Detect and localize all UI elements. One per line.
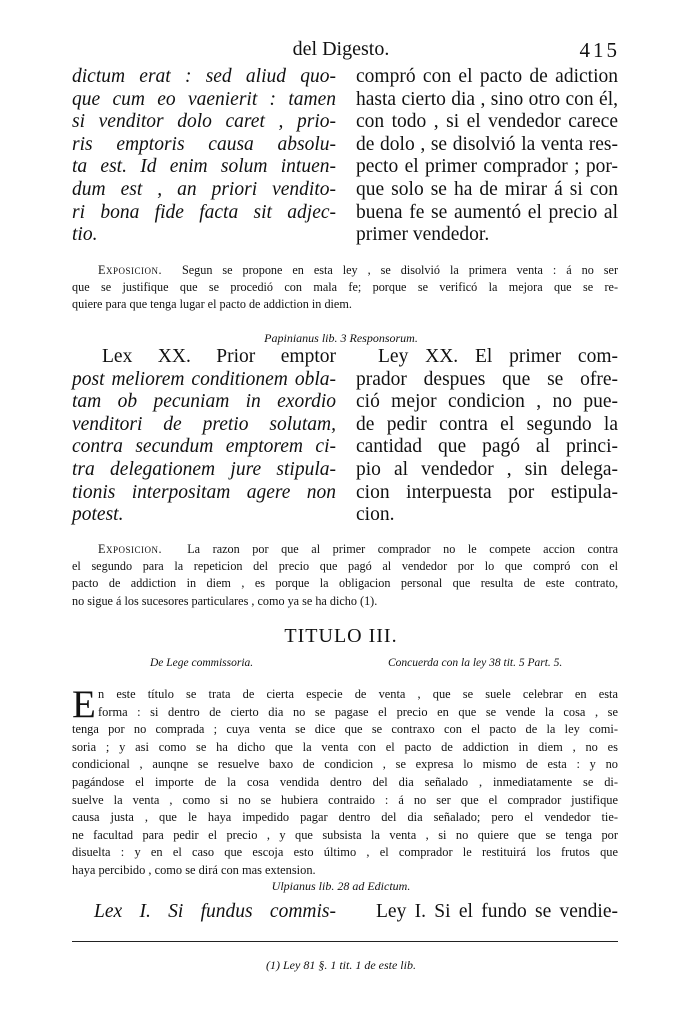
source-citation-2: Ulpianus lib. 28 ad Edictum. xyxy=(271,879,411,893)
latin-line: contra secundum emptorem ci- xyxy=(72,436,336,458)
spanish-line: ció mejor condicion , no pue- xyxy=(356,391,618,413)
latin-line: si venditor dolo caret , prio- xyxy=(72,111,336,133)
spanish-line: que solo se ha de mirar á si con xyxy=(356,178,618,200)
latin-line: ris emptoris causa absolu- xyxy=(72,133,336,155)
spanish-column-1 xyxy=(356,66,618,247)
latin-line: dum est , an priori vendito- xyxy=(72,178,336,200)
spanish-column-2 xyxy=(356,346,618,527)
spanish-line: cion. xyxy=(356,504,395,526)
spanish-line: primer vendedor. xyxy=(356,224,490,246)
page-number: 415 xyxy=(579,38,620,62)
body-line: suelve la venta , como si no se hubiera contraido : á no ser que el comprador justifique xyxy=(72,792,618,807)
latin-line: post meliorem conditionem obla- xyxy=(72,368,336,390)
drop-cap: E xyxy=(72,683,96,726)
latin-line: ta est. Id enim solum intuen- xyxy=(72,156,336,178)
spanish-line: compró con el pacto de adiction xyxy=(356,66,618,87)
exposicion-text: La razon por que al primer comprador no le compete accion contra xyxy=(187,542,619,556)
spanish-line: Ley XX. El primer com- xyxy=(378,346,618,367)
body-line: tenga por no comprada ; cuya venta se dice que se contraxo con el pacto de la ley comi- xyxy=(72,722,618,737)
concordance-note: Concuerda con la ley 38 tit. 5 Part. 5. xyxy=(388,657,563,669)
spanish-line: Ley I. Si el fundo se vendie- xyxy=(376,901,618,922)
exposicion-text: Segun se propone en esta ley , se disolvió la primera venta : á no ser xyxy=(181,263,619,277)
exposicion-text: pacto de addiction in diem , es porque la obligacion personal que resulta de este contrato, xyxy=(72,576,618,591)
body-line: ne facultad para pedir el precio , y que subsista la venta , si no quiere que se tenga por xyxy=(72,827,618,842)
spanish-line: buena fe se aumentó el precio al xyxy=(356,201,618,223)
latin-line: tionis interpositam agere non xyxy=(72,481,336,503)
latin-line: ri bona fide facta sit adjec- xyxy=(72,201,336,223)
spanish-column-3 xyxy=(376,901,618,924)
latin-line: tam ob pecuniam in exordio xyxy=(72,391,336,413)
latin-line: potest. xyxy=(72,504,124,526)
section-title: TITULO III. xyxy=(284,625,398,647)
latin-line: Lex I. Si fundus commis- xyxy=(94,901,336,922)
latin-column-2 xyxy=(72,346,336,527)
exposicion-text: el segundo para la repeticion del precio que pagó al vendedor por lo que compró con el xyxy=(72,559,618,574)
exposicion-text: que se justifique que se procedió con mala fe; porque se verificó la mejora que se re- xyxy=(72,280,618,295)
spanish-line: cion interpuesta por estipula- xyxy=(356,481,618,503)
latin-line: que cum eo vaenierit : tamen xyxy=(72,88,336,110)
latin-column-1 xyxy=(72,66,336,247)
body-line: condicional , aunqne se resuelve baxo de condicion , se expresa lo mismo de esta : y no xyxy=(72,757,618,772)
exposicion-1 xyxy=(72,262,618,314)
body-line: n este título se trata de cierta especie de venta , que se suele celebrar en esta xyxy=(98,687,618,701)
body-line: soria ; y asi como se ha dicho que la venta con el pacto de addiction in diem , no es xyxy=(72,739,618,754)
body-line: pagándose el importe de la cosa vendida dentro del dia señalado , inmediatamente se di- xyxy=(72,774,618,789)
spanish-line: prador despues que se ofre- xyxy=(356,368,618,390)
body-line: disuelta : y en el caso que escoja esto último , el comprador le restituirá los frutos que xyxy=(72,845,618,860)
exposicion-text: quiere para que tenga lugar el pacto de addiction in diem. xyxy=(72,297,352,312)
latin-line: dictum erat : sed aliud quo- xyxy=(72,66,336,87)
body-line: haya percibido , como se dirá con mas extension. xyxy=(72,862,316,877)
section-subtitle: De Lege commissoria. xyxy=(150,657,254,669)
body-line: forma : si dentro de cierto dia no se pagase el precio en que se vende la cosa , se xyxy=(98,704,618,719)
exposicion-label: Exposicion. xyxy=(98,263,162,277)
latin-line: tio. xyxy=(72,224,98,246)
latin-line: Lex XX. Prior emptor xyxy=(102,346,336,367)
footnote: (1) Ley 81 §. 1 tit. 1 de este lib. xyxy=(266,958,416,972)
latin-column-3 xyxy=(94,901,336,924)
spanish-line: cantidad que pagó al princi- xyxy=(356,436,618,458)
exposicion-label: Exposicion. xyxy=(98,542,162,556)
spanish-line: de dolo , se disolvió la venta res- xyxy=(356,133,618,155)
latin-line: venditori de pretio solutam, xyxy=(72,413,336,435)
intro-paragraph xyxy=(72,683,618,880)
latin-line: tra delegationem jure stipula- xyxy=(72,458,336,480)
body-line: causa justa , que le haya impedido pagar dentro del dia señalado; pero el vendedor tie- xyxy=(72,810,618,825)
spanish-line: pecto el primer comprador ; por- xyxy=(356,156,618,178)
spanish-line: hasta cierto dia , sino otro con él, xyxy=(356,88,618,110)
exposicion-2 xyxy=(72,541,618,610)
running-header: del Digesto. xyxy=(292,38,390,60)
spanish-line: de pedir contra el segundo la xyxy=(356,413,618,435)
spanish-line: pio al vendedor , sin delega- xyxy=(356,458,618,480)
spanish-line: con todo , si el vendedor carece xyxy=(356,111,618,133)
footnote-divider xyxy=(72,941,618,942)
source-citation-1: Papinianus lib. 3 Responsorum. xyxy=(264,331,418,345)
exposicion-text: no sigue á los sucesores particulares , como ya se ha dicho (1). xyxy=(72,593,378,608)
